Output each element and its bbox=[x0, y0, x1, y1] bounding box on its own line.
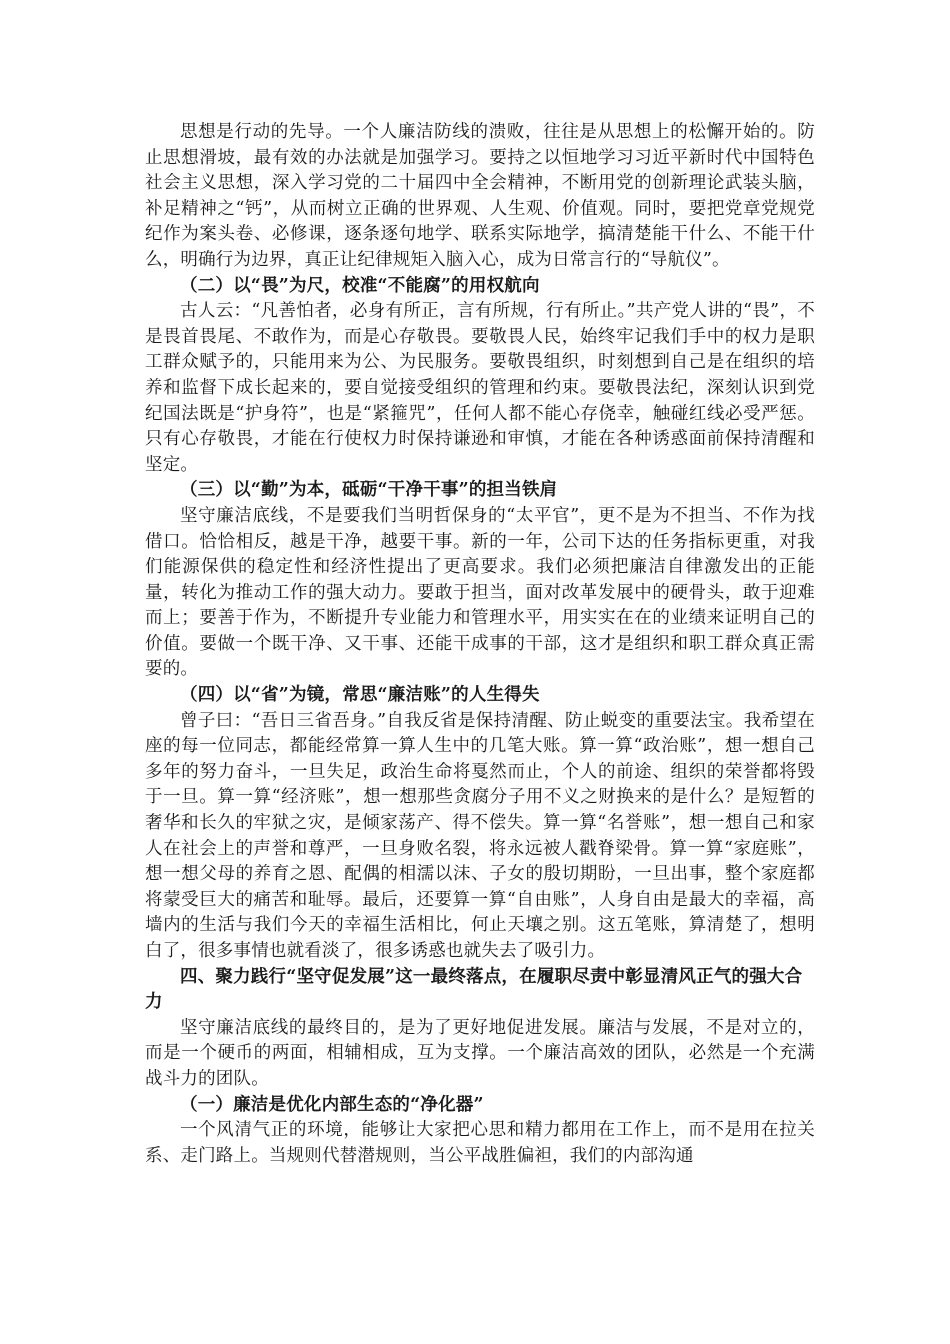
paragraph: 一个风清气正的环境，能够让大家把心思和精力都用在工作上，而不是用在拉关系、走门路上。当规则代替潜规则，当公平战胜偏袒，我们的内部沟通 bbox=[145, 1120, 815, 1166]
section-heading: （二）以“畏”为尺，校准“不能腐”的用权航向 bbox=[180, 275, 540, 296]
section-heading: （四）以“省”为镜，常思“廉洁账”的人生得失 bbox=[180, 685, 540, 706]
section-heading: （三）以“勤”为本，砥砺“干净干事”的担当铁肩 bbox=[180, 480, 558, 501]
paragraph: 坚守廉洁底线，不是要我们当明哲保身的“太平官”，更不是为不担当、不作为找借口。恰恰相反，越是干净，越要干事。新的一年，公司下达的任务指标更重，对我们能源保供的稳定性和经济性提出了更高要求。我们必须把廉洁自律激发出的正能量，转化为推动工作的强大动力。要敢于担当，面对改革发展中的硬骨头，敢于迎难而上；要善于作为，不断提升专业能力和管理水平，用实实在在的业绩来证明自己的价值。要做一个既干净、又干事、还能干成事的干部，这才是组织和职工群众真正需要的。 bbox=[145, 505, 815, 680]
document-page bbox=[145, 120, 815, 1169]
chapter-heading: 四、聚力践行“坚守促发展”这一最终落点，在履职尽责中彰显清风正气的强大合力 bbox=[145, 966, 803, 1013]
paragraph: 思想是行动的先导。一个人廉洁防线的溃败，往往是从思想上的松懈开始的。防止思想滑坡，最有效的办法就是加强学习。要持之以恒地学习习近平新时代中国特色社会主义思想，深入学习党的二十届四中全会精神，不断用党的创新理论武装头脑，补足精神之“钙”，从而树立正确的世界观、人生观、价值观。同时，要把党章党规党纪作为案头卷、必修课，逐条逐句地学、联系实际地学，搞清楚能干什么、不能干什么，明确行为边界，真正让纪律规矩入脑入心，成为日常言行的“导航仪”。 bbox=[145, 122, 815, 270]
paragraph: 曾子曰：“吾日三省吾身。”自我反省是保持清醒、防止蜕变的重要法宝。我希望在座的每一位同志，都能经常算一算人生中的几笔大账。算一算“政治账”，想一想自己多年的努力奋斗，一旦失足，政治生命将戛然而止，个人的前途、组织的荣誉都将毁于一旦。算一算“经济账”，想一想那些贪腐分子用不义之财换来的是什么？是短暂的奢华和长久的牢狱之灾，是倾家荡产、得不偿失。算一算“名誉账”，想一想自己和家人在社会上的声誉和尊严，一旦身败名裂，将永远被人戳脊梁骨。算一算“家庭账”，想一想父母的养育之恩、配偶的相濡以沫、子女的殷切期盼，一旦出事，整个家庭都将蒙受巨大的痛苦和耻辱。最后，还要算一算“自由账”，人身自由是最大的幸福，高墙内的生活与我们今天的幸福生活相比，何止天壤之别。这五笔账，算清楚了，想明白了，很多事情也就看淡了，很多诱惑也就失去了吸引力。 bbox=[145, 710, 815, 961]
paragraph: 坚守廉洁底线的最终目的，是为了更好地促进发展。廉洁与发展，不是对立的，而是一个硬币的两面，相辅相成，互为支撑。一个廉洁高效的团队，必然是一个充满战斗力的团队。 bbox=[145, 1017, 815, 1089]
paragraph: 古人云：“凡善怕者，必身有所正，言有所规，行有所止。”共产党人讲的“畏”，不是畏首畏尾、不敢作为，而是心存敬畏。要敬畏人民，始终牢记我们手中的权力是职工群众赋予的，只能用来为公、为民服务。要敬畏组织，时刻想到自己是在组织的培养和监督下成长起来的，要自觉接受组织的管理和约束。要敬畏法纪，深刻认识到党纪国法既是“护身符”，也是“紧箍咒”，任何人都不能心存侥幸，触碰红线必受严惩。只有心存敬畏，才能在行使权力时保持谦逊和审慎，才能在各种诱惑面前保持清醒和坚定。 bbox=[145, 301, 815, 475]
section-heading: （一）廉洁是优化内部生态的“净化器” bbox=[180, 1094, 484, 1115]
